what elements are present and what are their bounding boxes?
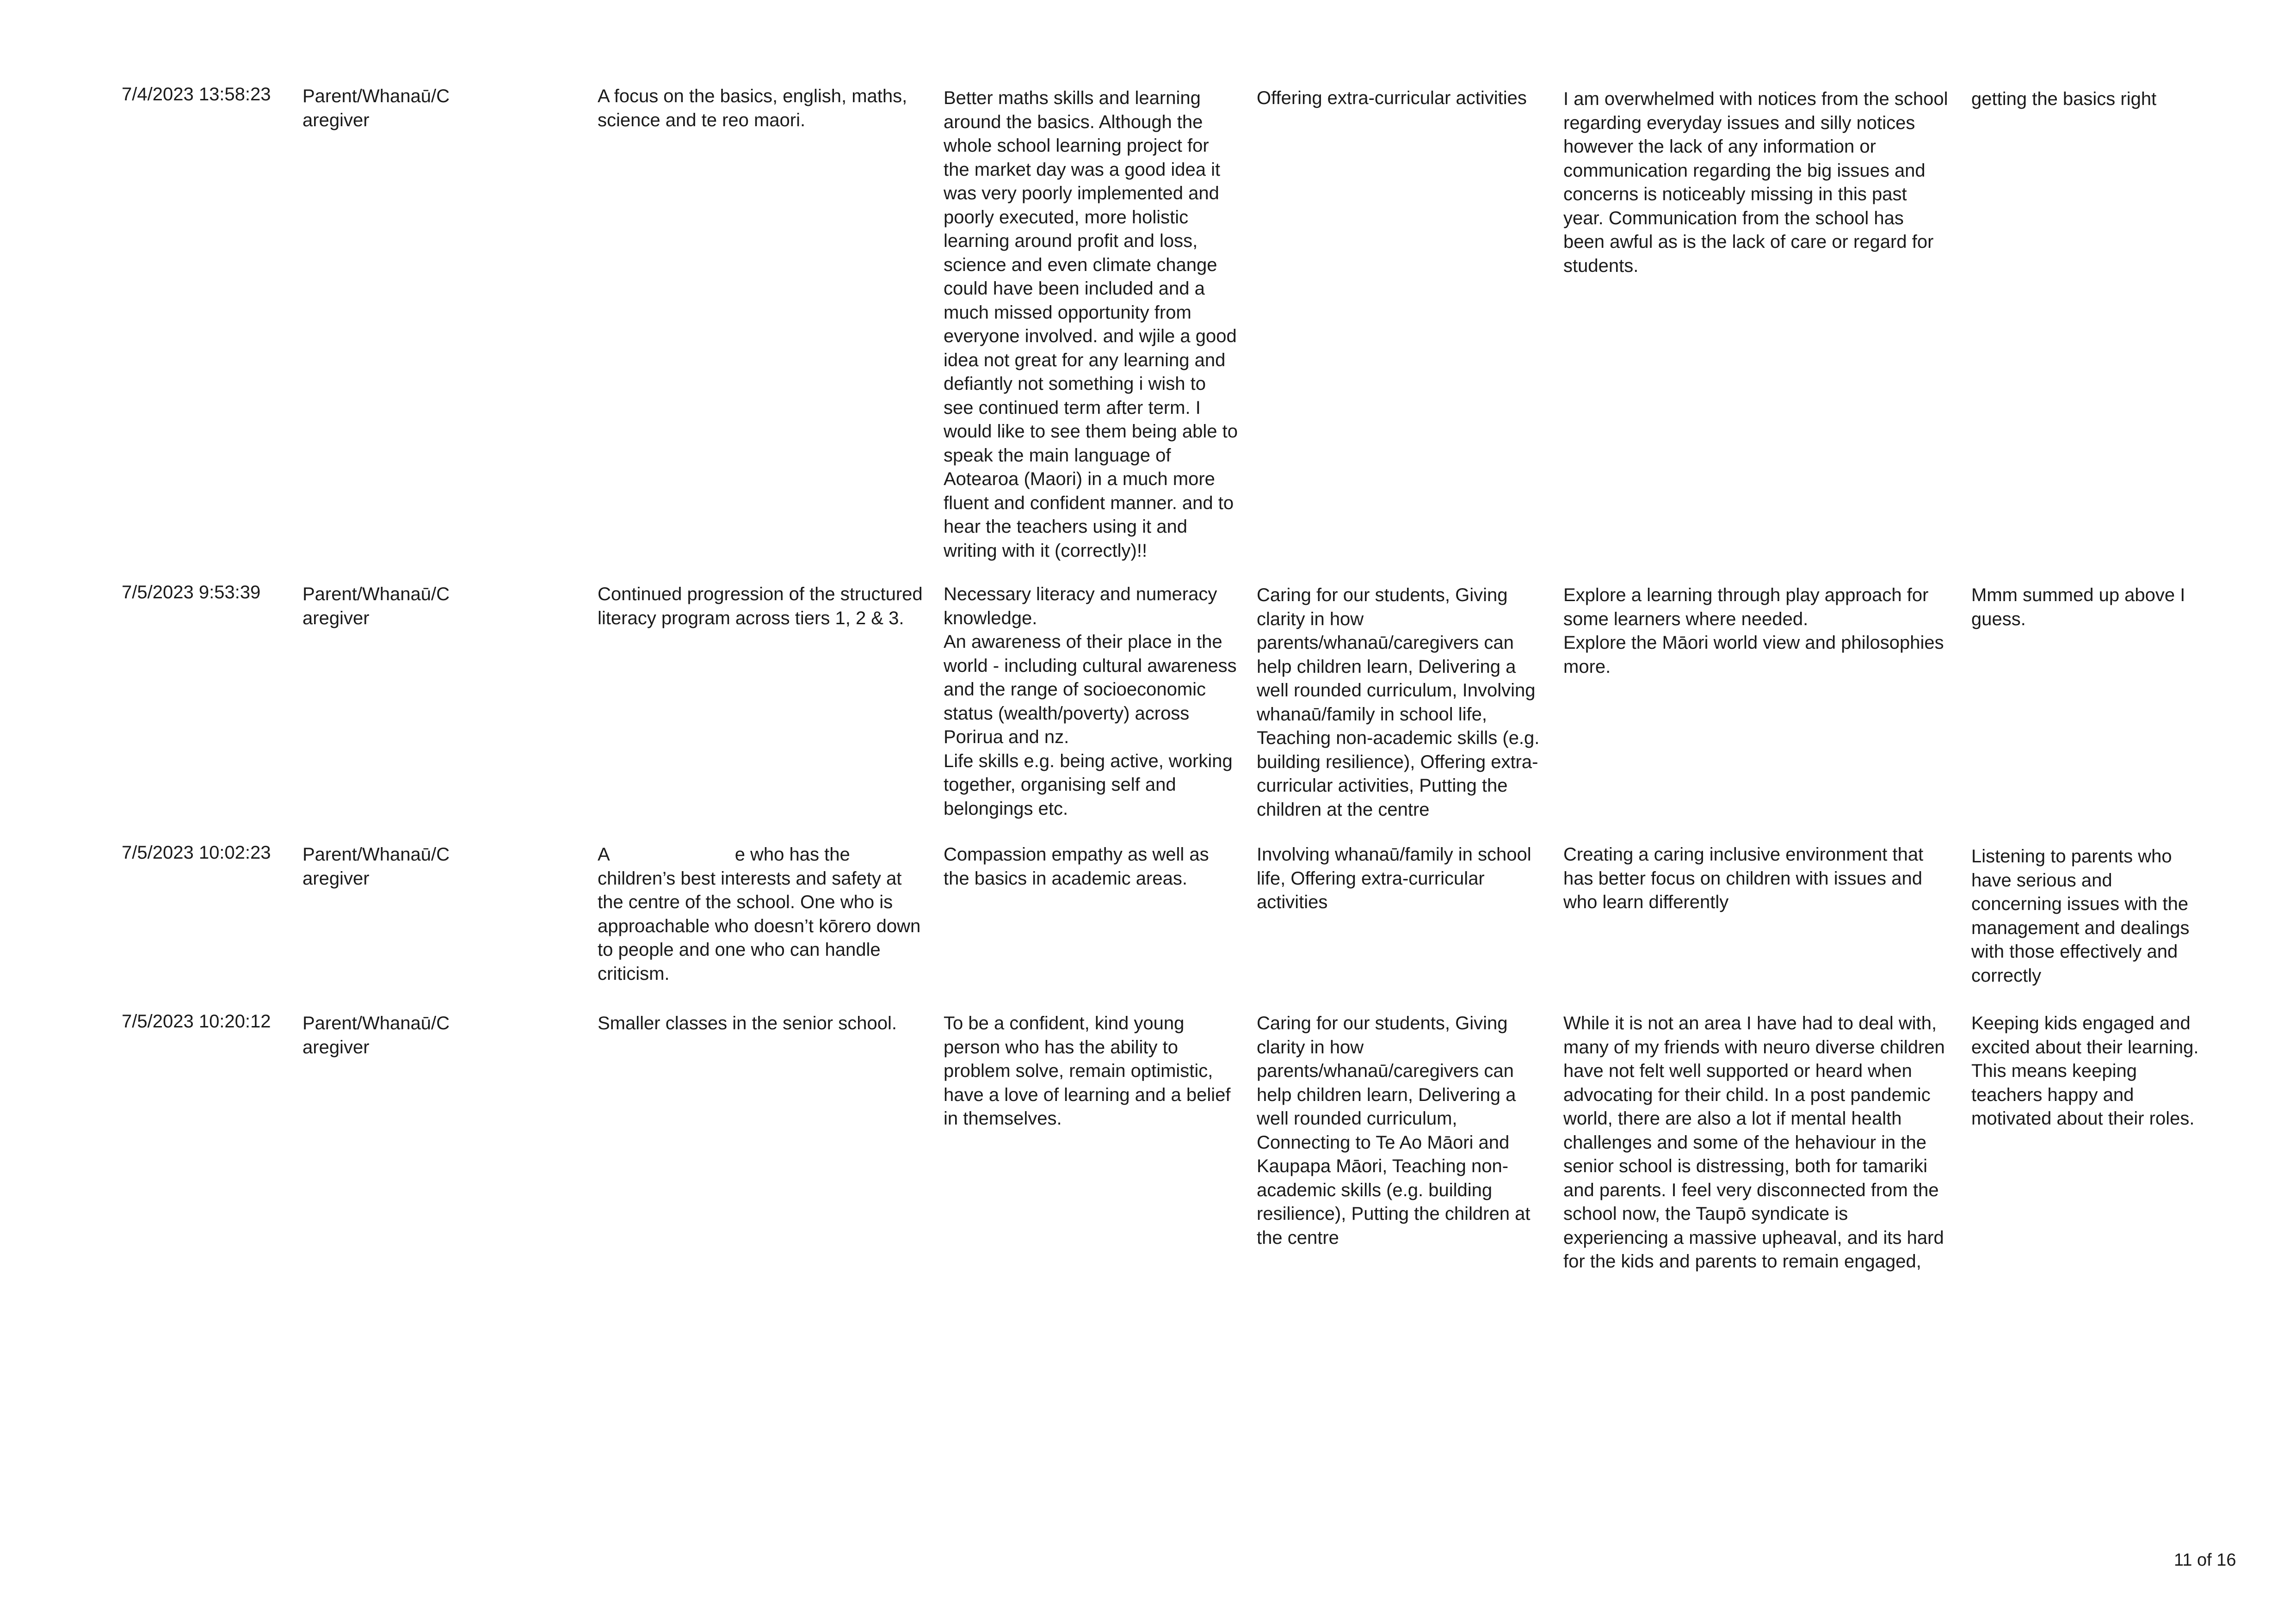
- respondent-role-cell: Parent/Whanaū/C aregiver: [302, 584, 450, 628]
- response-cell-c: Caring for our students, Giving clarity in how parents/whanaū/caregivers can help children learn, Delivering a well rounded curriculum, Involving whanaū/family in school life, Teaching non-academic skills (e.g. building resilience), Offering extra- curricular activities, Putting the children at the centre: [1257, 585, 1540, 820]
- respondent-role-cell: Parent/Whanaū/C aregiver: [302, 844, 450, 889]
- response-cell-d: While it is not an area I have had to deal with, many of my friends with neuro diverse children have not felt well supported or heard when advocating for their child. In a post pandemic world, there are also a lot if mental health challenges and some of the hehaviour in the senior school is distressing, both for tamariki and parents. I feel very disconnected from the school now, the Taupō syndicate is experiencing a massive upheaval, and its hard for the kids and parents to remain engaged,: [1563, 1013, 1945, 1272]
- response-cell-d: Creating a caring inclusive environment that has better focus on children with issues and who learn differently: [1563, 844, 1924, 912]
- response-cell-b: Better maths skills and learning around the basics. Although the whole school learning project for the market day was a good idea it was very poorly implemented and poorly executed, more holistic learning around profit and loss, science and even climate change could have been included and a much missed opportunity from everyone involved. and wjile a good idea not great for any learning and defiantly not something i wish to see continued term after term. I would like to see them being able to speak the main language of Aotearoa (Maori) in a much more fluent and confident manner. and to hear the teachers using it and writing with it (correctly)!!: [944, 88, 1238, 561]
- response-cell-a: Continued progression of the structured literacy program across tiers 1, 2 & 3.: [598, 584, 923, 628]
- respondent-role-cell: Parent/Whanaū/C aregiver: [302, 86, 450, 130]
- response-cell-a: Smaller classes in the senior school.: [598, 1013, 897, 1033]
- response-cell-e: Mmm summed up above I guess.: [1971, 585, 2185, 629]
- redaction-block: [610, 845, 735, 863]
- timestamp-cell: 7/5/2023 10:02:23: [122, 842, 271, 863]
- response-cell-c: Involving whanaū/family in school life, Offering extra-curricular activities: [1257, 844, 1531, 912]
- response-text-continued: e who has the: [734, 844, 850, 865]
- timestamp-cell: 7/5/2023 9:53:39: [122, 582, 261, 602]
- response-cell-b: Necessary literacy and numeracy knowledge. An awareness of their place in the world - including cultural awareness and the range of socioeconomic status (wealth/poverty) across Porirua and nz. Life skills e.g. being active, working together, organising self and belongings etc.: [944, 584, 1237, 819]
- response-cell-d: Explore a learning through play approach for some learners where needed. Explore the Māori world view and philosophies more.: [1563, 585, 1944, 677]
- response-cell-c: Offering extra-curricular activities: [1257, 88, 1527, 108]
- response-cell-a: [598, 843, 935, 986]
- response-text-rest: children’s best interests and safety at the centre of the school. One who is approachable who doesn’t kōrero down to people and one who can handle criticism.: [598, 868, 921, 984]
- respondent-role-cell: Parent/Whanaū/C aregiver: [302, 1013, 450, 1057]
- response-cell-e: getting the basics right: [1971, 89, 2157, 109]
- response-cell-b: To be a confident, kind young person who has the ability to problem solve, remain optimistic, have a love of learning and a belief in themselves.: [944, 1013, 1231, 1129]
- response-cell-b: Compassion empathy as well as the basics in academic areas.: [944, 844, 1209, 889]
- response-cell-e: Keeping kids engaged and excited about their learning. This means keeping teachers happy and motivated about their roles.: [1971, 1013, 2199, 1129]
- timestamp-cell: 7/5/2023 10:20:12: [122, 1011, 271, 1032]
- response-cell-e: Listening to parents who have serious and concerning issues with the management and dealings with those effectively and correctly: [1971, 846, 2190, 986]
- response-cell-d: I am overwhelmed with notices from the school regarding everyday issues and silly notices however the lack of any information or communication regarding the big issues and concerns is noticeably missing in this past year. Communication from the school has been awful as is the lack of care or regard for students.: [1563, 89, 1948, 276]
- response-cell-c: Caring for our students, Giving clarity in how parents/whanaū/caregivers can help children learn, Delivering a well rounded curriculum, Connecting to Te Ao Māori and Kaupapa Māori, Teaching non- academic skills (e.g. building resilience), Putting the children at the centre: [1257, 1013, 1531, 1248]
- page-number: 11 of 16: [2174, 1550, 2236, 1570]
- response-text-start: A: [598, 844, 610, 865]
- timestamp-cell: 7/4/2023 13:58:23: [122, 84, 271, 105]
- response-cell-a: A focus on the basics, english, maths, science and te reo maori.: [598, 86, 907, 130]
